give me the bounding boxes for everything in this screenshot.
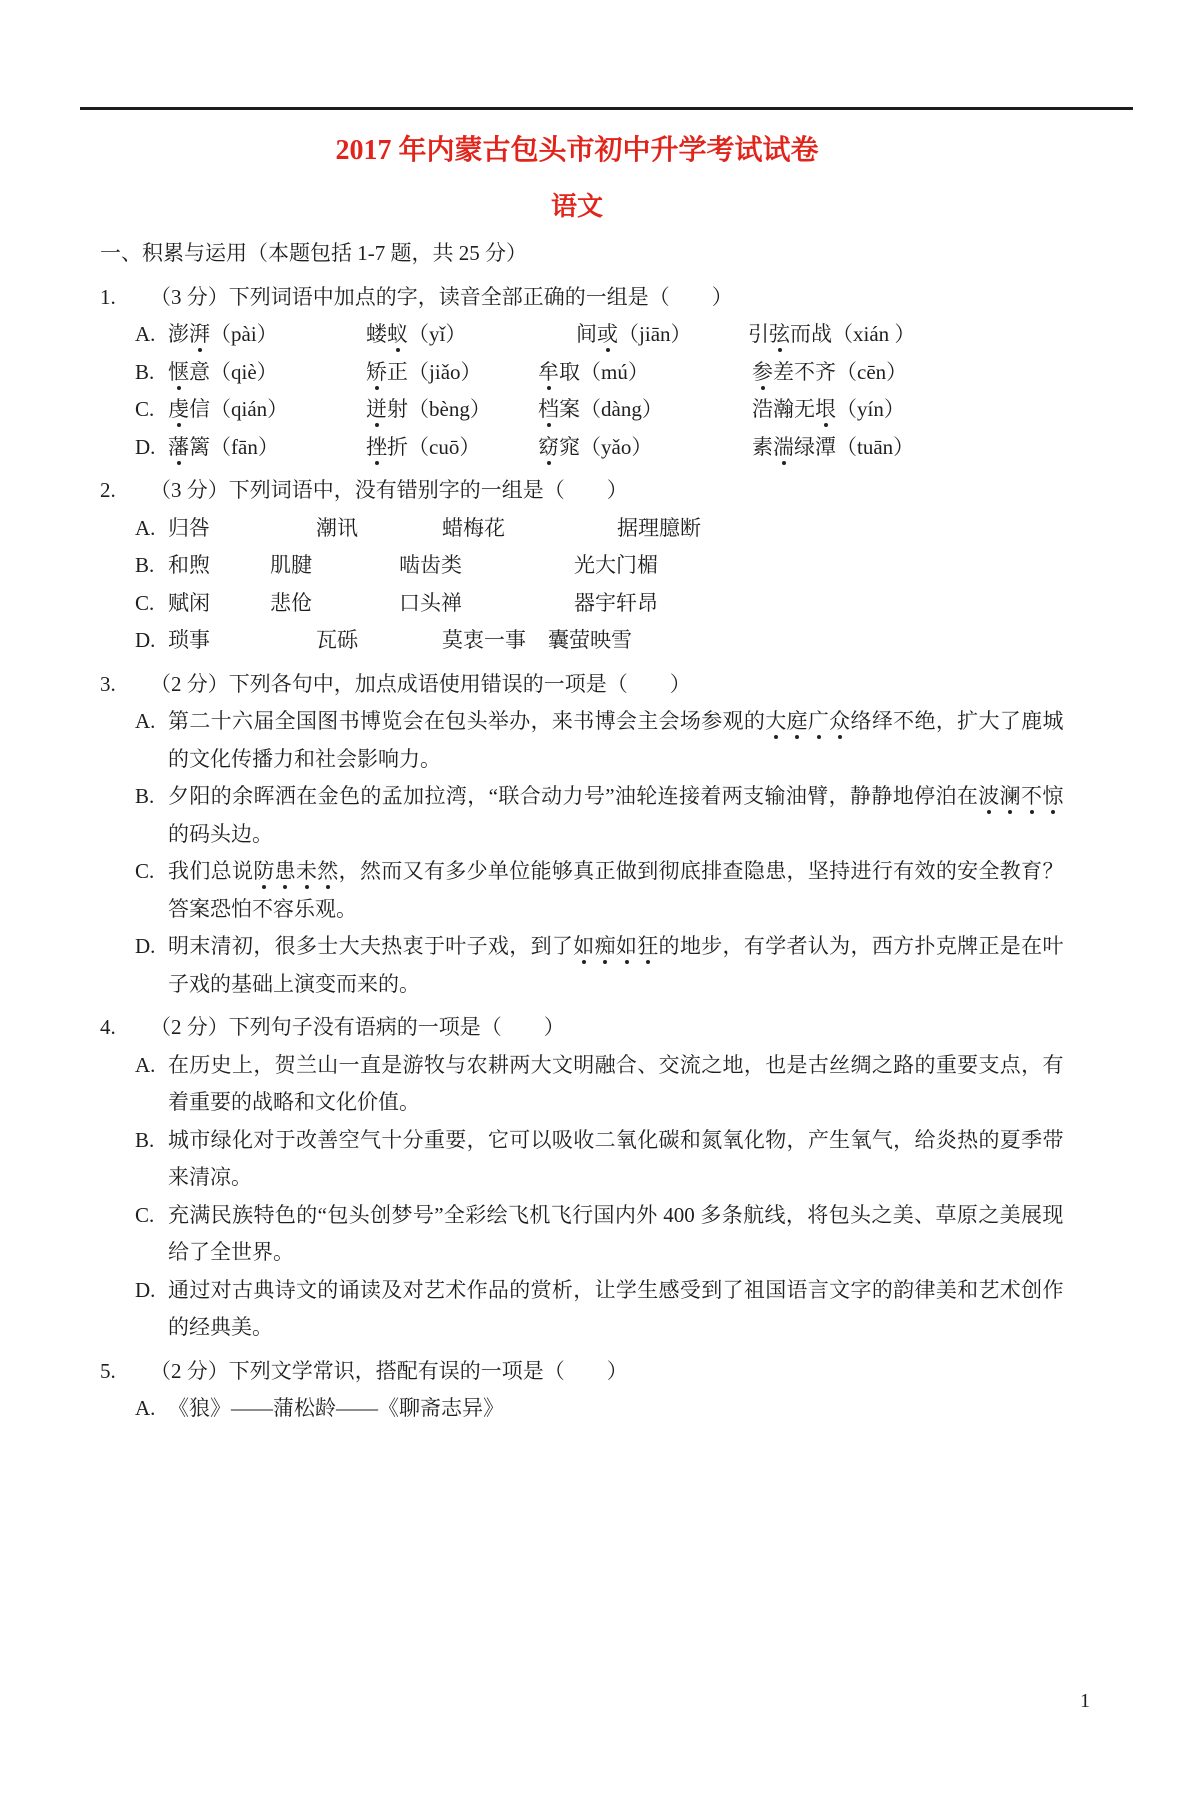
- top-divider: [80, 107, 1133, 110]
- option-term: 莫衷一事: [442, 628, 526, 652]
- question-1: [100, 279, 1063, 467]
- option-text: 在历史上，贺兰山一直是游牧与农耕两大文明融合、交流之地，也是古丝绸之路的重要支点，有着重要的战略和文化价值。: [168, 1052, 1064, 1114]
- option-term: 悲伧: [270, 590, 312, 615]
- option-letter: C.: [135, 1202, 155, 1227]
- option-text: 第二十六届全国图书博览会在包头举办，来书博会主会场参观的大庭广众络绎不绝，扩大了鹿城的文化传播力和社会影响力。: [168, 709, 1064, 771]
- option-term: 潮讯: [316, 515, 358, 540]
- exam-subject: 语文: [550, 192, 603, 221]
- option-term: 素湍绿潭（tuān）: [752, 434, 915, 459]
- page-number: 1: [1080, 1690, 1090, 1712]
- question-number: 3.: [100, 671, 116, 696]
- option-row: [135, 391, 1063, 429]
- option-letter: A.: [135, 1052, 156, 1077]
- option-term: 啮齿类: [399, 553, 462, 577]
- option-term: 据理臆断: [617, 515, 701, 540]
- option-row: [135, 1272, 1063, 1347]
- option-term: 矫正（jiǎo）: [366, 359, 482, 384]
- option-row: [135, 510, 1063, 548]
- option-letter: D.: [135, 1277, 156, 1302]
- option-letter: A.: [135, 709, 156, 733]
- exam-header: [0, 131, 1200, 227]
- option-row: [135, 1122, 1063, 1197]
- option-row: [135, 585, 1063, 623]
- option-letter: A.: [135, 515, 156, 540]
- option-term: 归咎: [168, 515, 210, 540]
- option-term: 挫折（cuō）: [366, 434, 481, 459]
- option-row: [135, 547, 1063, 585]
- option-term: 琐事: [168, 628, 210, 652]
- option-term: 蜡梅花: [442, 515, 505, 540]
- question-stem: （2 分）下列句子没有语病的一项是（ ）: [150, 1015, 565, 1039]
- option-term: 引弦而战（xián ）: [748, 322, 916, 346]
- option-row: [135, 354, 1063, 392]
- question-number: 4.: [100, 1015, 116, 1039]
- option-row: [135, 1197, 1063, 1272]
- option-term: 光大门楣: [574, 553, 658, 577]
- option-letter: A.: [135, 322, 156, 346]
- option-term: 藩篱（fān）: [168, 434, 279, 459]
- option-term: 肌腱: [270, 553, 312, 577]
- option-term: 瓦砾: [316, 628, 358, 652]
- question-stem: （3 分）下列词语中加点的字，读音全部正确的一组是（ ）: [150, 284, 733, 309]
- question-3: [100, 666, 1063, 1004]
- option-letter: B.: [135, 784, 155, 808]
- option-text: 我们总说防患未然，然而又有多少单位能够真正做到彻底排查隐患，坚持进行有效的安全教育？答案恐怕不容乐观。: [168, 859, 1064, 921]
- option-row: [135, 622, 1063, 660]
- question-stem: （3 分）下列词语中，没有错别字的一组是（ ）: [150, 478, 628, 502]
- option-term: 牟取（mú）: [538, 359, 649, 384]
- option-letter: D.: [135, 628, 156, 652]
- question-stem: （2 分）下列各句中，加点成语使用错误的一项是（ ）: [150, 671, 691, 696]
- option-term: 口头禅: [399, 590, 462, 615]
- option-text: 明末清初，很多士大夫热衷于叶子戏，到了如痴如狂的地步，有学者认为，西方扑克牌正是在叶子戏的基础上演变而来的。: [168, 934, 1064, 996]
- option-term: 澎湃（pài）: [168, 322, 278, 346]
- option-row: [135, 1390, 1063, 1428]
- option-letter: C.: [135, 590, 155, 615]
- question-5: [100, 1353, 1063, 1428]
- option-letter: D.: [135, 934, 156, 958]
- question-number: 2.: [100, 478, 116, 502]
- option-text: 《狼》——蒲松龄——《聊斋志异》: [168, 1396, 504, 1420]
- option-text: 通过对古典诗文的诵读及对艺术作品的赏析，让学生感受到了祖国语言文字的韵律美和艺术创作的经典美。: [168, 1277, 1064, 1339]
- option-row: [135, 316, 1063, 354]
- section-heading: 一、积累与运用（本题包括 1-7 题，共 25 分）: [100, 241, 527, 265]
- option-term: 虔信（qián）: [168, 397, 289, 421]
- exam-title: 2017 年内蒙古包头市初中升学考试试卷: [335, 135, 819, 166]
- option-term: 惬意（qiè）: [168, 359, 278, 384]
- question-number: 5.: [100, 1358, 116, 1383]
- option-text: 充满民族特色的“包头创梦号”全彩绘飞机飞行国内外 400 多条航线，将包头之美、草原之美展现给了全世界。: [168, 1202, 1064, 1264]
- option-text: 夕阳的余晖洒在金色的孟加拉湾，“联合动力号”油轮连接着两支输油臂，静静地停泊在波澜不惊的码头边。: [168, 784, 1064, 846]
- option-row: [135, 853, 1063, 928]
- exam-body: [100, 235, 1063, 1428]
- option-term: 迸射（bèng）: [366, 397, 491, 421]
- option-term: 和煦: [168, 553, 210, 577]
- option-term: 档案（dàng）: [538, 397, 663, 421]
- option-row: [135, 429, 1063, 467]
- question-stem: （2 分）下列文学常识，搭配有误的一项是（ ）: [150, 1358, 628, 1383]
- option-letter: B.: [135, 553, 155, 577]
- option-term: 蝼蚁（yǐ）: [366, 322, 467, 346]
- option-term: 间或（jiān）: [576, 322, 692, 346]
- option-letter: D.: [135, 434, 156, 459]
- option-term: 浩瀚无垠（yín）: [752, 397, 905, 421]
- option-term: 囊萤映雪: [548, 628, 632, 652]
- option-row: [135, 778, 1063, 853]
- option-letter: C.: [135, 859, 155, 883]
- question-4: [100, 1009, 1063, 1347]
- option-letter: C.: [135, 397, 155, 421]
- option-letter: B.: [135, 359, 155, 384]
- option-term: 窈窕（yǎo）: [538, 434, 653, 459]
- option-text: 城市绿化对于改善空气十分重要，它可以吸收二氧化碳和氮氧化物，产生氧气，给炎热的夏季带来清凉。: [168, 1127, 1064, 1189]
- option-row: [135, 703, 1063, 778]
- option-term: 参差不齐（cēn）: [752, 359, 908, 384]
- option-term: 赋闲: [168, 590, 210, 615]
- question-2: [100, 472, 1063, 660]
- option-letter: A.: [135, 1396, 156, 1420]
- question-number: 1.: [100, 284, 116, 309]
- option-row: [135, 1047, 1063, 1122]
- option-row: [135, 928, 1063, 1003]
- option-term: 器宇轩昂: [574, 590, 658, 615]
- option-letter: B.: [135, 1127, 155, 1152]
